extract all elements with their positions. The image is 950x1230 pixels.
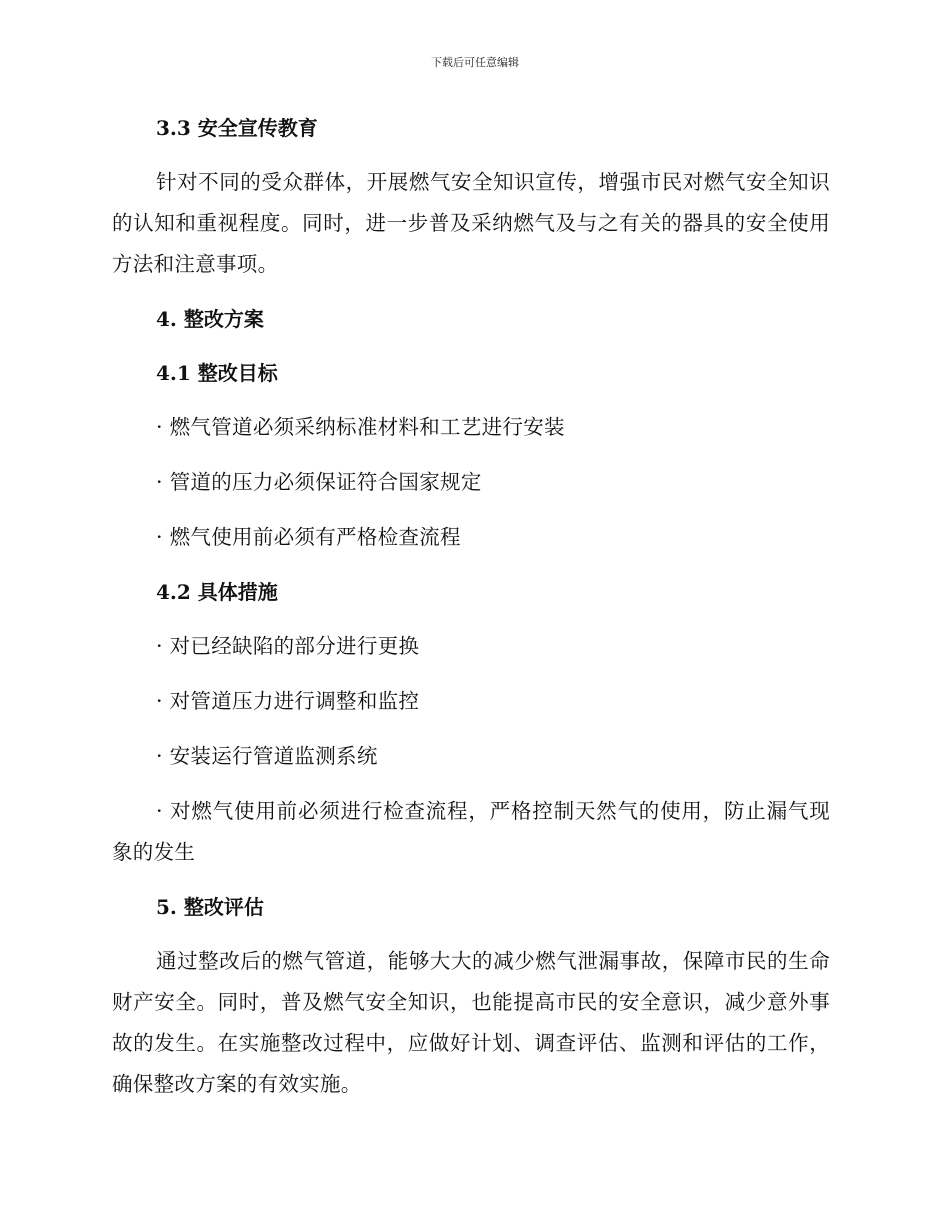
section-4-2-heading: 4.2 具体措施	[156, 580, 278, 604]
header-note: 下载后可任意编辑	[431, 56, 519, 69]
goal-item: · 燃气管道必须采纳标准材料和工艺进行安装	[156, 415, 565, 439]
section-4-heading: 4. 整改方案	[156, 307, 264, 331]
document-body	[112, 108, 830, 1105]
measure-item: · 对燃气使用前必须进行检查流程，严格控制天然气的使用，防止漏气现象的发生	[112, 799, 830, 864]
measure-item: · 对管道压力进行调整和监控	[156, 689, 420, 713]
section-4-1-heading: 4.1 整改目标	[156, 361, 278, 385]
goal-item: · 燃气使用前必须有严格检查流程	[156, 525, 461, 549]
section-3-3-heading: 3.3 安全宣传教育	[156, 116, 318, 140]
section-5-heading: 5. 整改评估	[156, 895, 264, 919]
goal-item: · 管道的压力必须保证符合国家规定	[156, 470, 482, 494]
section-3-3-paragraph: 针对不同的受众群体，开展燃气安全知识宣传，增强市民对燃气安全知识的认知和重视程度。同时，进一步普及采纳燃气及与之有关的器具的安全使用方法和注意事项。	[112, 170, 830, 276]
section-5-paragraph: 通过整改后的燃气管道，能够大大的减少燃气泄漏事故，保障市民的生命财产安全。同时，普及燃气安全知识，也能提高市民的安全意识，减少意外事故的发生。在实施整改过程中，应做好计划、调查评估、监测和评估的工作，确保整改方案的有效实施。	[112, 949, 830, 1096]
measure-item: · 安装运行管道监测系统	[156, 744, 378, 768]
measure-item: · 对已经缺陷的部分进行更换	[156, 634, 420, 658]
